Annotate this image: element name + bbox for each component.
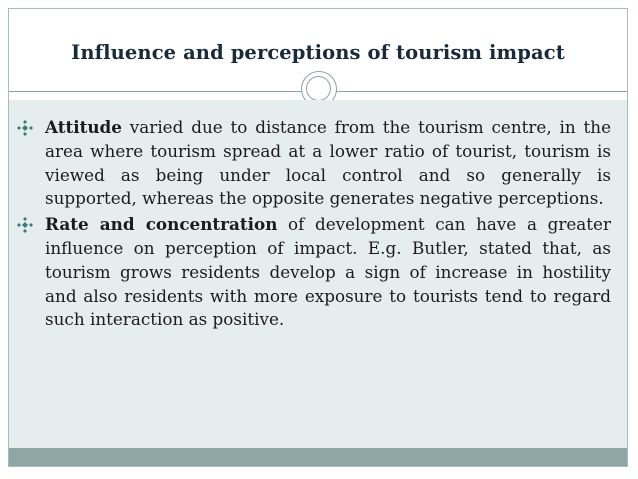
content-area [9,100,627,450]
diamond-bullet-icon [17,120,33,136]
circle-ornament-inner [306,76,331,101]
bullet-list [15,116,611,334]
bullet-lead: Rate and concentration [45,214,278,235]
footer-bar [9,448,627,466]
bullet-text: of development can have a greater influence on perception of impact. E.g. Butler, stated that, as tourism grows residents develop a sign of increase in hostility and also residents with more exposure to tourists tend to regard such interaction as positive. [45,214,611,330]
bullet-text: varied due to distance from the tourism centre, in the area where tourism spread at a lower ratio of tourist, tourism is viewed as being under local control and so generally is supported, whereas the opposite generates negative perceptions. [45,117,611,209]
slide-title: Influence and perceptions of tourism impact [71,41,565,64]
bullet-item-attitude [15,116,611,211]
bullet-item-rate-concentration [15,213,611,332]
diamond-bullet-icon [17,217,33,233]
bullet-lead: Attitude [45,117,122,137]
slide-frame [8,8,628,467]
